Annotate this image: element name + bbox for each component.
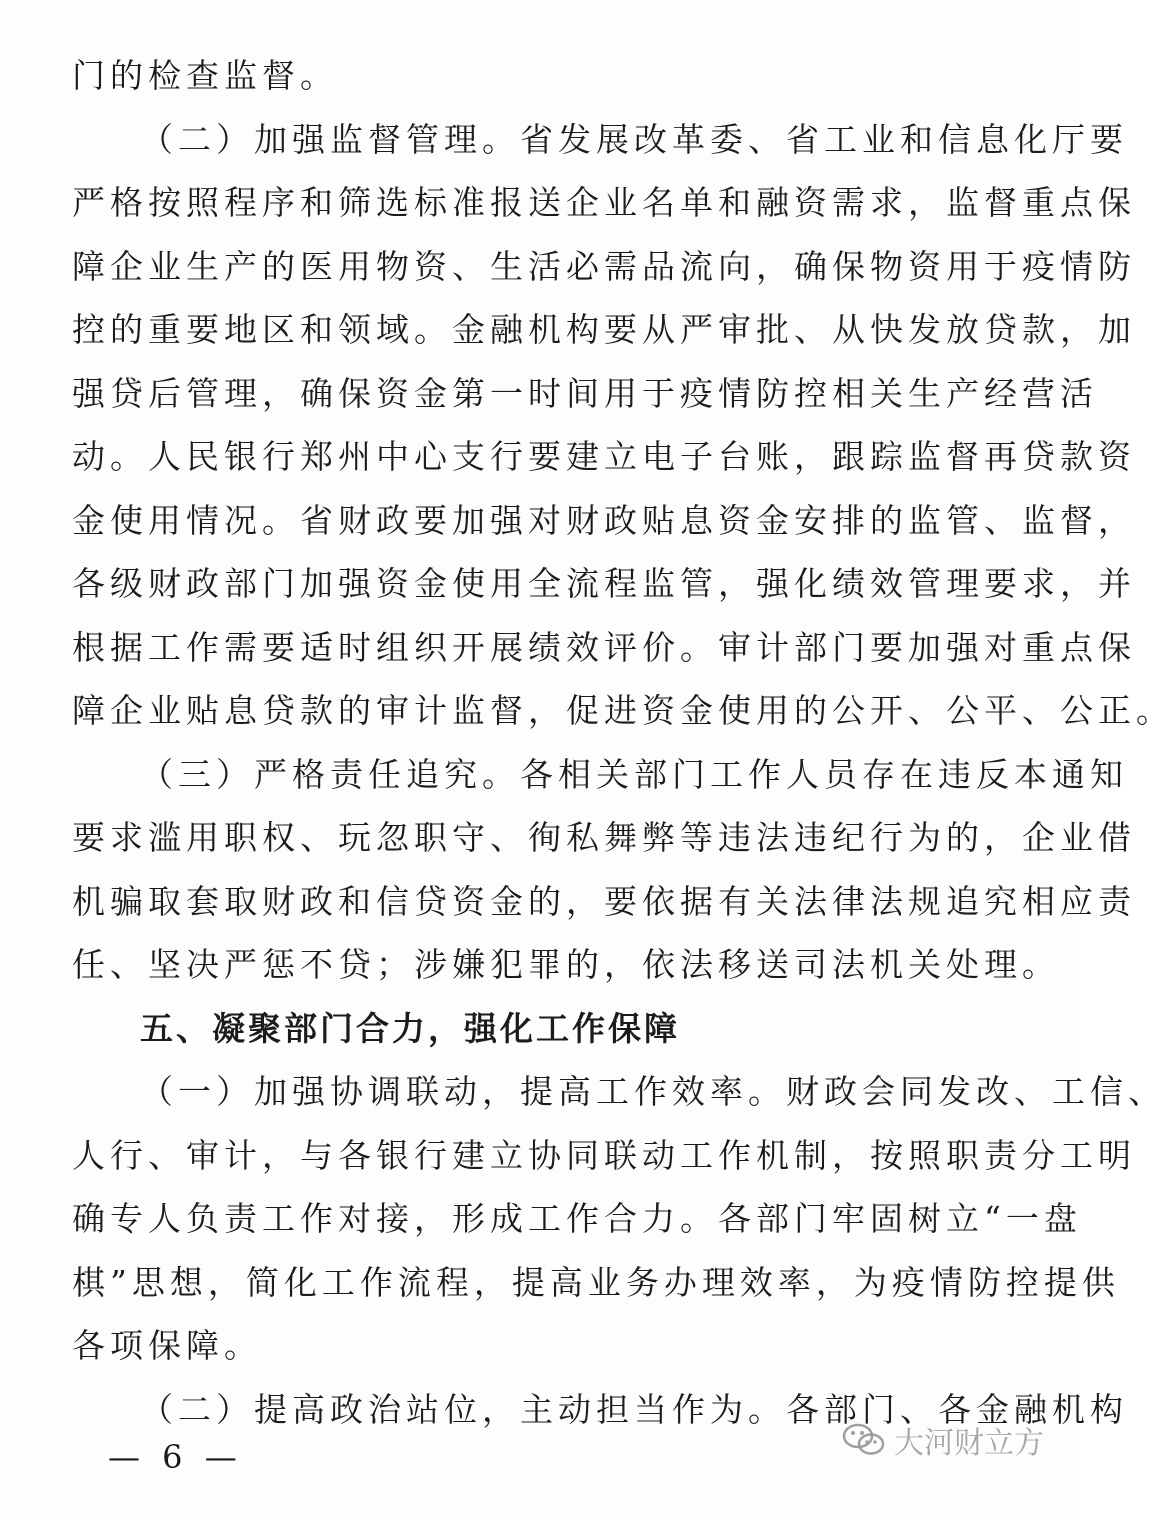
text-line: （二）加强监督管理。省发展改革委、省工业和信息化厅要 [140,119,1128,159]
section-heading: 五、凝聚部门合力，强化工作保障 [140,1008,680,1048]
watermark-text: 大河财立方 [894,1426,1044,1461]
text-line: 门的检查监督。 [72,56,338,95]
text-line: 人行、审计，与各银行建立协同联动工作机制，按照职责分工明 [72,1135,1136,1175]
text-line: （二）提高政治站位，主动担当作为。各部门、各金融机构 [140,1389,1128,1429]
text-line: 要求滥用职权、玩忽职守、徇私舞弊等违法违纪行为的，企业借 [72,818,1136,857]
text-line: 强贷后管理，确保资金第一时间用于疫情防控相关生产经营活 [72,373,1098,413]
text-line: 严格按照程序和筛选标准报送企业名单和融资需求，监督重点保 [72,183,1136,222]
text-line: （一）加强协调联动，提高工作效率。财政会同发改、工信、 [140,1072,1166,1111]
text-line: 各级财政部门加强资金使用全流程监管，强化绩效管理要求，并 [72,564,1136,603]
text-line: 控的重要地区和领域。金融机构要从严审批、从快发放贷款，加 [72,310,1136,349]
text-line: 障企业贴息贷款的审计监督，促进资金使用的公开、公平、公正。 [72,691,1174,730]
text-line: （三）严格责任追究。各相关部门工作人员存在违反本通知 [140,754,1128,794]
wechat-icon [842,1422,886,1458]
text-line: 任、坚决严惩不贷；涉嫌犯罪的，依法移送司法机关处理。 [72,945,1060,984]
watermark [842,1418,1044,1462]
text-line: 金使用情况。省财政要加强对财政贴息资金安排的监管、监督， [72,500,1136,540]
text-line: 根据工作需要适时组织开展绩效评价。审计部门要加强对重点保 [72,627,1136,667]
page-number: — 6 — [108,1438,243,1476]
text-line: 机骗取套取财政和信贷资金的，要依据有关法律法规追究相应责 [72,881,1136,921]
text-line: 动。人民银行郑州中心支行要建立电子台账，跟踪监督再贷款资 [72,437,1136,476]
text-line: 各项保障。 [72,1326,262,1365]
text-line: 棋”思想，简化工作流程，提高业务办理效率，为疫情防控提供 [72,1262,1120,1302]
text-line: 确专人负责工作对接，形成工作合力。各部门牢固树立“一盘 [72,1199,1082,1238]
document-body [72,44,1174,1441]
text-line: 障企业生产的医用物资、生活必需品流向，确保物资用于疫情防 [72,246,1136,286]
